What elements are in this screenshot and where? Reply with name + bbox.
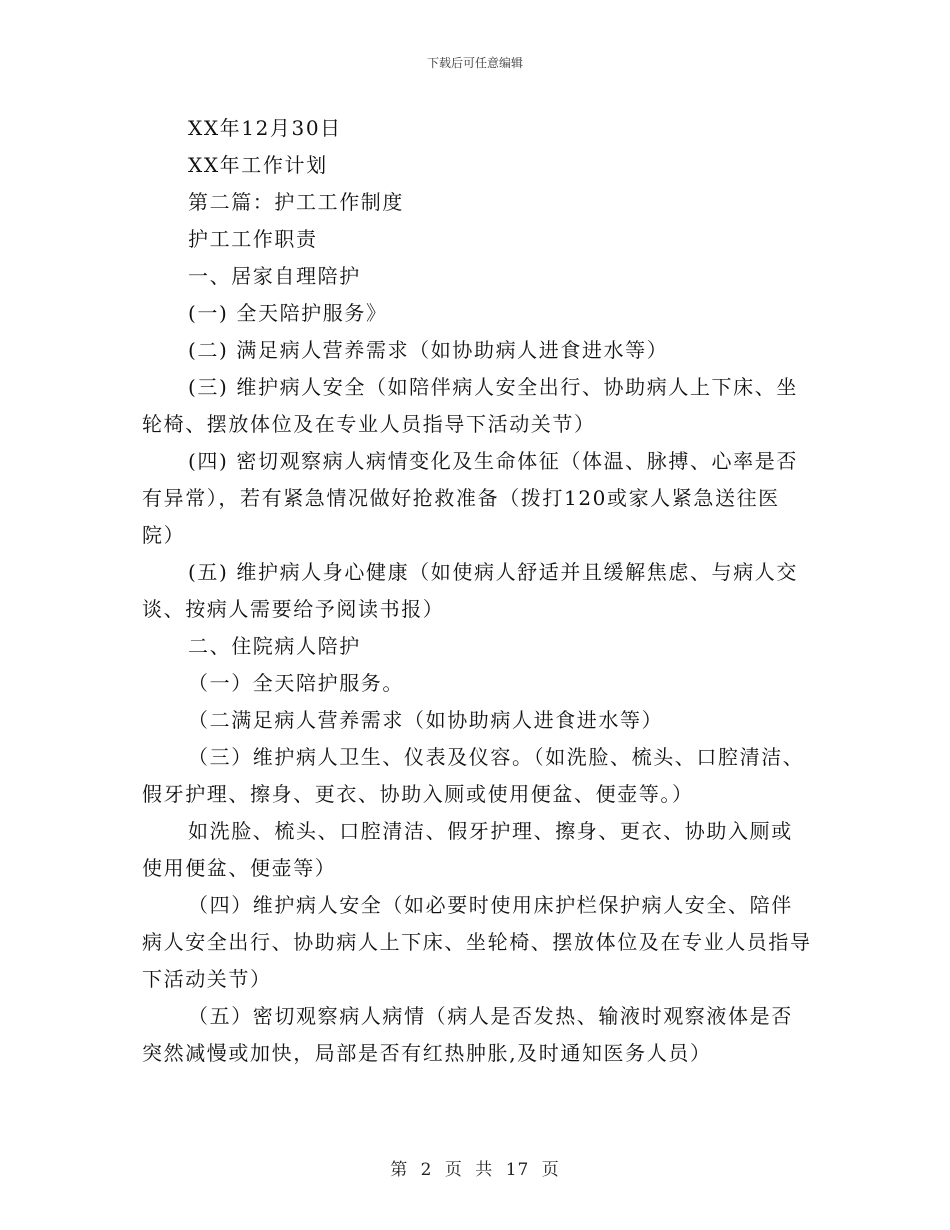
footer-total-pages: 17: [505, 1160, 530, 1180]
paragraph-home-item-1: (一) 全天陪护服务》: [188, 301, 388, 325]
footer-total-label: 共: [475, 1160, 494, 1180]
paragraph-heading-home-care: 一、居家自理陪护: [188, 264, 361, 288]
page-header-note: 下载后可任意编辑: [426, 56, 523, 70]
page-footer: [0, 1155, 950, 1180]
paragraph-hospital-item-2: （二满足病人营养需求（如协助病人进食进水等）: [188, 708, 664, 732]
paragraph-home-item-3: (三) 维护病人安全（如陪伴病人安全出行、协助病人上下床、坐轮椅、摆放体位及在专业人员指导下活动关节）: [142, 375, 798, 436]
paragraph-chapter-title: 第二篇：护工工作制度: [188, 190, 404, 214]
paragraph-section-title: 护工工作职责: [188, 227, 318, 251]
paragraph-hospital-item-5: （五）密切观察病人病情（病人是否发热、输液时观察液体是否突然减慢或加快，局部是否有红热肿胀,及时通知医务人员）: [142, 1004, 793, 1065]
paragraph-home-item-5: (五) 维护病人身心健康（如使病人舒适并且缓解焦虑、与病人交谈、按病人需要给予阅读书报）: [142, 560, 798, 621]
paragraph-heading-hospital-care: 二、住院病人陪护: [188, 634, 361, 658]
footer-current-page: 2: [420, 1160, 433, 1180]
paragraph-hospital-item-1: （一）全天陪护服务。: [188, 671, 404, 695]
document-body: [142, 110, 812, 1072]
footer-prefix: 第: [390, 1160, 409, 1180]
footer-page-label: 页: [444, 1160, 463, 1180]
footer-suffix: 页: [541, 1160, 560, 1180]
paragraph-home-item-4: (四) 密切观察病人病情变化及生命体征（体温、脉搏、心率是否有异常），若有紧急情况做好抢救准备（拨打120或家人紧急送往医院）: [142, 449, 798, 547]
paragraph-hospital-item-3-detail: 如洗脸、梳头、口腔清洁、假牙护理、擦身、更衣、协助入厕或使用便盆、便壶等）: [142, 819, 793, 880]
paragraph-date: XX年12月30日: [188, 116, 342, 140]
paragraph-hospital-item-4: （四）维护病人安全（如必要时使用床护栏保护病人安全、陪伴病人安全出行、协助病人上下床、坐轮椅、摆放体位及在专业人员指导下活动关节）: [142, 893, 812, 991]
paragraph-plan-title: XX年工作计划: [188, 153, 328, 177]
paragraph-hospital-item-3: （三）维护病人卫生、仪表及仪容。（如洗脸、梳头、口腔清洁、假牙护理、擦身、更衣、协助入厕或使用便盆、便壶等。）: [142, 745, 805, 806]
paragraph-home-item-2: (二) 满足病人营养需求（如协助病人进食进水等）: [188, 338, 669, 362]
